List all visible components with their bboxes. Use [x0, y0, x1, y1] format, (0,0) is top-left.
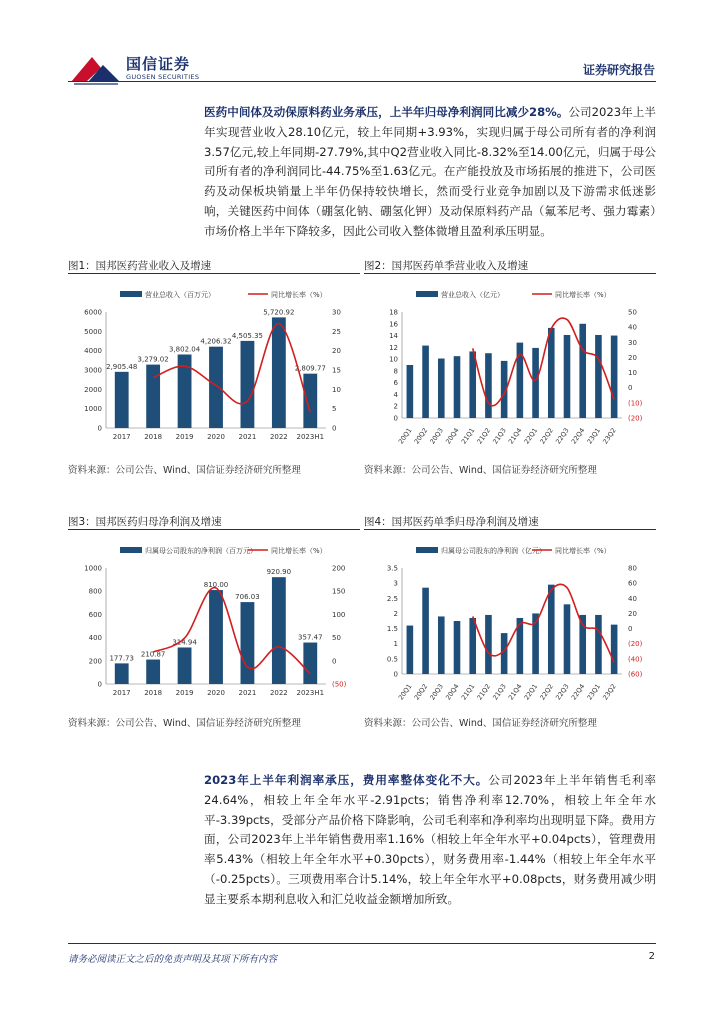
- x-tick-label: 22Q4: [569, 426, 587, 446]
- logo-emblem-icon: [68, 52, 124, 88]
- bar-data-label: 810.00: [203, 581, 229, 590]
- legend-bar-label: 归属母公司股东的净利润（亿元）: [441, 547, 546, 555]
- bar: [438, 359, 445, 418]
- x-tick-label: 22Q3: [554, 426, 571, 446]
- y-right-tick-label: 5: [332, 405, 337, 414]
- header-divider: [68, 81, 656, 82]
- y-left-tick-label: 0: [393, 670, 398, 679]
- y-right-tick-label: (20): [628, 640, 643, 649]
- x-tick-label: 2019: [175, 433, 194, 441]
- x-tick-label: 20Q3: [428, 682, 445, 702]
- footer-divider: [68, 943, 656, 944]
- y-left-tick-label: 200: [88, 657, 102, 666]
- x-tick-label: 22Q2: [538, 682, 555, 702]
- y-right-tick-label: 0: [332, 657, 337, 666]
- y-left-tick-label: 1000: [84, 564, 102, 573]
- logo-text-en: GUOSEN SECURITIES: [126, 73, 200, 81]
- chart-revenue-annual: [68, 278, 360, 460]
- bar: [115, 372, 129, 428]
- bar: [501, 633, 508, 674]
- bar: [532, 348, 539, 418]
- x-tick-label: 22Q2: [538, 426, 555, 446]
- legend-bar-swatch: [416, 547, 438, 553]
- footer-disclaimer: 请务必阅读正文之后的免责声明及其项下所有内容: [68, 954, 278, 965]
- x-tick-label: 2022: [269, 433, 288, 441]
- y-left-tick-label: 1.5: [386, 625, 398, 634]
- legend-bar-label: 营业总收入（百万元）: [145, 291, 215, 299]
- bar-data-label: 920.90: [266, 568, 292, 577]
- x-tick-label: 2020: [207, 433, 225, 441]
- guosen-logo: [68, 52, 198, 88]
- y-right-tick-label: 40: [628, 323, 637, 332]
- y-left-tick-label: 3.5: [386, 564, 398, 573]
- bar: [422, 588, 429, 674]
- x-tick-label: 21Q4: [506, 426, 524, 446]
- x-tick-label: 2020: [207, 689, 225, 697]
- y-left-tick-label: 0: [97, 424, 102, 433]
- y-left-tick-label: 8: [393, 367, 398, 376]
- y-left-tick-label: 12: [389, 343, 398, 352]
- y-left-tick-label: 0: [393, 414, 398, 423]
- legend-bar-label: 归属母公司股东的净利润（百万元）: [145, 547, 257, 555]
- x-tick-label: 21Q2: [475, 426, 493, 446]
- x-tick-label: 21Q2: [475, 682, 493, 702]
- legend-line-label: 同比增长率（%）: [271, 291, 327, 299]
- y-right-tick-label: 80: [628, 564, 637, 573]
- y-left-tick-label: 14: [389, 332, 398, 341]
- figure-source: 资料来源：公司公告、Wind、国信证券经济研究所整理: [68, 465, 301, 476]
- x-tick-label: 2021: [238, 689, 257, 697]
- x-tick-label: 20Q1: [396, 682, 414, 702]
- y-right-tick-label: 50: [628, 308, 637, 317]
- growth-rate-line: [473, 318, 614, 406]
- figure-title-rule: [68, 529, 360, 530]
- x-tick-label: 21Q1: [459, 426, 477, 446]
- figure-title-rule: [68, 273, 360, 274]
- chart-legend: [416, 546, 611, 555]
- x-tick-label: 22Q3: [554, 682, 571, 702]
- y-right-tick-label: (60): [628, 670, 643, 679]
- y-right-tick-label: 30: [628, 338, 637, 347]
- y-right-tick-label: 200: [332, 564, 346, 573]
- figure-title: 图4：国邦医药单季归母净利润及增速: [364, 516, 539, 528]
- bar: [564, 335, 571, 418]
- bar: [303, 643, 317, 684]
- legend-line-label: 同比增长率（%）: [271, 547, 327, 555]
- figure-source: 资料来源：公司公告、Wind、国信证券经济研究所整理: [364, 465, 597, 476]
- legend-bar-label: 营业总收入（亿元）: [441, 291, 504, 299]
- y-left-tick-label: 400: [88, 634, 102, 643]
- bar-data-label: 3,802.04: [168, 345, 201, 354]
- bar: [595, 335, 602, 418]
- x-tick-label: 22Q1: [522, 426, 540, 446]
- y-right-tick-label: (20): [628, 414, 643, 423]
- x-tick-label: 20Q2: [412, 682, 430, 702]
- figure-source: 资料来源：公司公告、Wind、国信证券经济研究所整理: [364, 718, 597, 729]
- y-right-tick-label: 20: [628, 353, 637, 362]
- y-left-tick-label: 2: [393, 402, 398, 411]
- x-tick-label: 20Q4: [444, 682, 461, 702]
- y-left-tick-label: 1000: [84, 405, 102, 414]
- chart-net-profit-annual: [68, 534, 360, 716]
- figure-title: 图3：国邦医药归母净利润及增速: [68, 516, 222, 528]
- legend-line-label: 同比增长率（%）: [555, 547, 611, 555]
- bar-data-label: 5,720.92: [263, 308, 295, 317]
- x-tick-label: 2018: [144, 433, 163, 441]
- chart-revenue-quarterly: [364, 278, 656, 460]
- bar: [611, 336, 618, 418]
- y-right-tick-label: (40): [628, 655, 643, 664]
- figure-title: 图1：国邦医药营业收入及增速: [68, 260, 212, 272]
- y-right-tick-label: 10: [332, 385, 341, 394]
- y-left-tick-label: 2000: [84, 385, 102, 394]
- x-tick-label: 2023H1: [296, 689, 325, 697]
- paragraph-body: 公司2023年上半年销售毛利率24.64%，相较上年全年水平-2.91pcts；销售净利率12.70%，相较上年全年水平-3.39pcts，受部分产品价格下降影响，公司毛利率和净利率均出现明显下降。费用方面，公司2023年上半年销售费用率1.16%（相较上年全年水平+0.04pcts），管理费用率5.43%（相较上年全年水平+0.30pcts），财务费用率-1.44%（相较上年全年水平（-0.25pcts）。三项费用率合计5.14%，较上年全年水平+0.08pcts，财务费用减少明显主要系本期利息收入和汇兑收益金额增加所致。: [204, 773, 656, 906]
- bar: [469, 618, 476, 674]
- x-tick-label: 23Q2: [601, 426, 618, 446]
- y-right-tick-label: 60: [628, 579, 637, 588]
- y-left-tick-label: 3: [393, 579, 398, 588]
- figure-source: 资料来源：公司公告、Wind、国信证券经济研究所整理: [68, 718, 301, 729]
- y-right-tick-label: 20: [332, 347, 341, 356]
- x-tick-label: 22Q1: [522, 682, 540, 702]
- legend-line-label: 同比增长率（%）: [555, 291, 611, 299]
- paragraph-body: 公司2023年上半年实现营业收入28.10亿元，较上年同期+3.93%，实现归属于母公司所有者的净利润3.57亿元,较上年同期-27.79%,其中Q2营业收入同比-8.32%至14.00亿元，归属于母公司所有者的净利润同比-44.75%至1.63亿元。在产能投放及市场拓展的推进下，公司医药及动保板块销量上半年仍保持较快增长，然而受行业竞争加剧以及下游需求低迷影响，关键医药中间体（硼氢化钠、硼氢化钾）及动保原料药产品（氟苯尼考、强力霉素）市场价格上半年下降较多，因此公司收入整体微增且盈利承压明显。: [204, 105, 656, 238]
- y-right-tick-label: 40: [628, 594, 637, 603]
- chart-net-profit-quarterly: [364, 534, 656, 716]
- y-right-tick-label: 25: [332, 327, 341, 336]
- bar: [454, 621, 461, 674]
- y-right-tick-label: 150: [332, 587, 346, 596]
- bar: [485, 353, 492, 418]
- legend-bar-swatch: [120, 291, 142, 297]
- legend-bar-swatch: [416, 291, 438, 297]
- chart-legend: [120, 546, 327, 555]
- x-tick-label: 20Q3: [428, 426, 445, 446]
- chart-legend: [416, 290, 611, 299]
- y-left-tick-label: 10: [389, 355, 398, 364]
- figure-title: 图2：国邦医药单季营业收入及增速: [364, 260, 529, 272]
- x-tick-label: 21Q3: [491, 426, 508, 446]
- x-tick-label: 2018: [144, 689, 163, 697]
- x-tick-label: 2017: [112, 433, 131, 441]
- y-left-tick-label: 4000: [84, 347, 102, 356]
- legend-bar-swatch: [120, 547, 142, 553]
- y-left-tick-label: 18: [389, 308, 398, 317]
- y-left-tick-label: 0: [97, 680, 102, 689]
- bar: [548, 328, 555, 418]
- x-tick-label: 20Q2: [412, 426, 430, 446]
- bar: [272, 577, 286, 684]
- bar: [595, 615, 602, 674]
- x-tick-label: 21Q4: [506, 682, 524, 702]
- x-tick-label: 23Q2: [601, 682, 618, 702]
- bar: [407, 626, 414, 674]
- bar-data-label: 4,505.35: [231, 331, 264, 340]
- bar: [209, 347, 223, 428]
- y-right-tick-label: 100: [332, 610, 346, 619]
- bar: [454, 356, 461, 418]
- bar-data-label: 357.47: [298, 633, 323, 642]
- bar: [115, 663, 129, 684]
- y-left-tick-label: 800: [88, 587, 102, 596]
- y-right-tick-label: 20: [628, 609, 637, 618]
- bar-data-label: 2,809.77: [294, 364, 326, 373]
- x-tick-label: 20Q4: [444, 426, 461, 446]
- bar: [209, 590, 223, 684]
- x-tick-label: 21Q1: [459, 682, 477, 702]
- bar: [178, 647, 192, 684]
- y-left-tick-label: 4: [393, 390, 398, 399]
- y-left-tick-label: 6: [393, 379, 398, 388]
- x-tick-label: 2021: [238, 433, 257, 441]
- bar-data-label: 210.87: [140, 650, 166, 659]
- y-left-tick-label: 5000: [84, 327, 102, 336]
- y-left-tick-label: 2: [393, 609, 398, 618]
- y-left-tick-label: 1: [393, 640, 398, 649]
- growth-rate-line: [153, 588, 310, 674]
- x-tick-label: 2019: [175, 689, 194, 697]
- bar: [469, 351, 476, 418]
- bar: [485, 615, 492, 674]
- y-left-tick-label: 2.5: [386, 594, 398, 603]
- bar: [438, 616, 445, 674]
- y-right-tick-label: 0: [628, 625, 633, 634]
- bar-data-label: 2,905.48: [106, 362, 138, 371]
- chart-legend: [120, 290, 327, 299]
- logo-text-cn: 国信证券: [126, 55, 191, 73]
- y-right-tick-label: (10): [628, 399, 643, 408]
- y-left-tick-label: 6000: [84, 308, 102, 317]
- y-right-tick-label: 30: [332, 308, 341, 317]
- y-left-tick-label: 600: [88, 610, 102, 619]
- bar: [241, 602, 255, 684]
- y-left-tick-label: 0.5: [386, 655, 398, 664]
- bar: [548, 585, 555, 674]
- x-tick-label: 21Q3: [491, 682, 508, 702]
- page-number: 2: [648, 951, 655, 962]
- growth-rate-line: [473, 584, 614, 662]
- figure-title-rule: [364, 273, 656, 274]
- report-type-label: 证券研究报告: [582, 63, 655, 77]
- paragraph-lead: 2023年上半年利润率承压，费用率整体变化不大。: [204, 773, 489, 787]
- bar-data-label: 314.94: [172, 638, 197, 647]
- x-tick-label: 20Q1: [396, 426, 414, 446]
- bar: [146, 660, 160, 684]
- y-left-tick-label: 3000: [84, 366, 102, 375]
- x-tick-label: 2022: [269, 689, 288, 697]
- bar: [564, 604, 571, 674]
- bar: [146, 365, 160, 428]
- bar-data-label: 3,279.02: [137, 355, 169, 364]
- bar-data-label: 177.73: [109, 654, 134, 663]
- bar: [611, 625, 618, 674]
- y-right-tick-label: 0: [332, 424, 337, 433]
- y-right-tick-label: 10: [628, 369, 637, 378]
- y-right-tick-label: 0: [628, 384, 633, 393]
- bar: [241, 341, 255, 428]
- x-tick-label: 23Q1: [585, 426, 603, 446]
- x-tick-label: 23Q1: [585, 682, 603, 702]
- page-header: [0, 0, 724, 90]
- y-right-tick-label: 15: [332, 366, 341, 375]
- x-tick-label: 2017: [112, 689, 131, 697]
- paragraph-revenue-profit: [204, 103, 656, 242]
- paragraph-lead: 医药中间体及动保原料药业务承压，上半年归母净利润同比减少28%。: [204, 105, 569, 119]
- x-tick-label: 22Q4: [569, 682, 587, 702]
- paragraph-margins-expenses: [204, 771, 656, 910]
- y-left-tick-label: 16: [389, 320, 398, 329]
- bar: [407, 365, 414, 418]
- bar: [422, 346, 429, 418]
- bar-data-label: 706.03: [235, 593, 260, 602]
- bar-data-label: 4,206.32: [200, 337, 232, 346]
- y-right-tick-label: (50): [332, 680, 347, 689]
- bar: [303, 374, 317, 428]
- x-tick-label: 2023H1: [296, 433, 325, 441]
- bar: [579, 324, 586, 418]
- figure-title-rule: [364, 529, 656, 530]
- y-right-tick-label: 50: [332, 634, 341, 643]
- bar: [272, 317, 286, 428]
